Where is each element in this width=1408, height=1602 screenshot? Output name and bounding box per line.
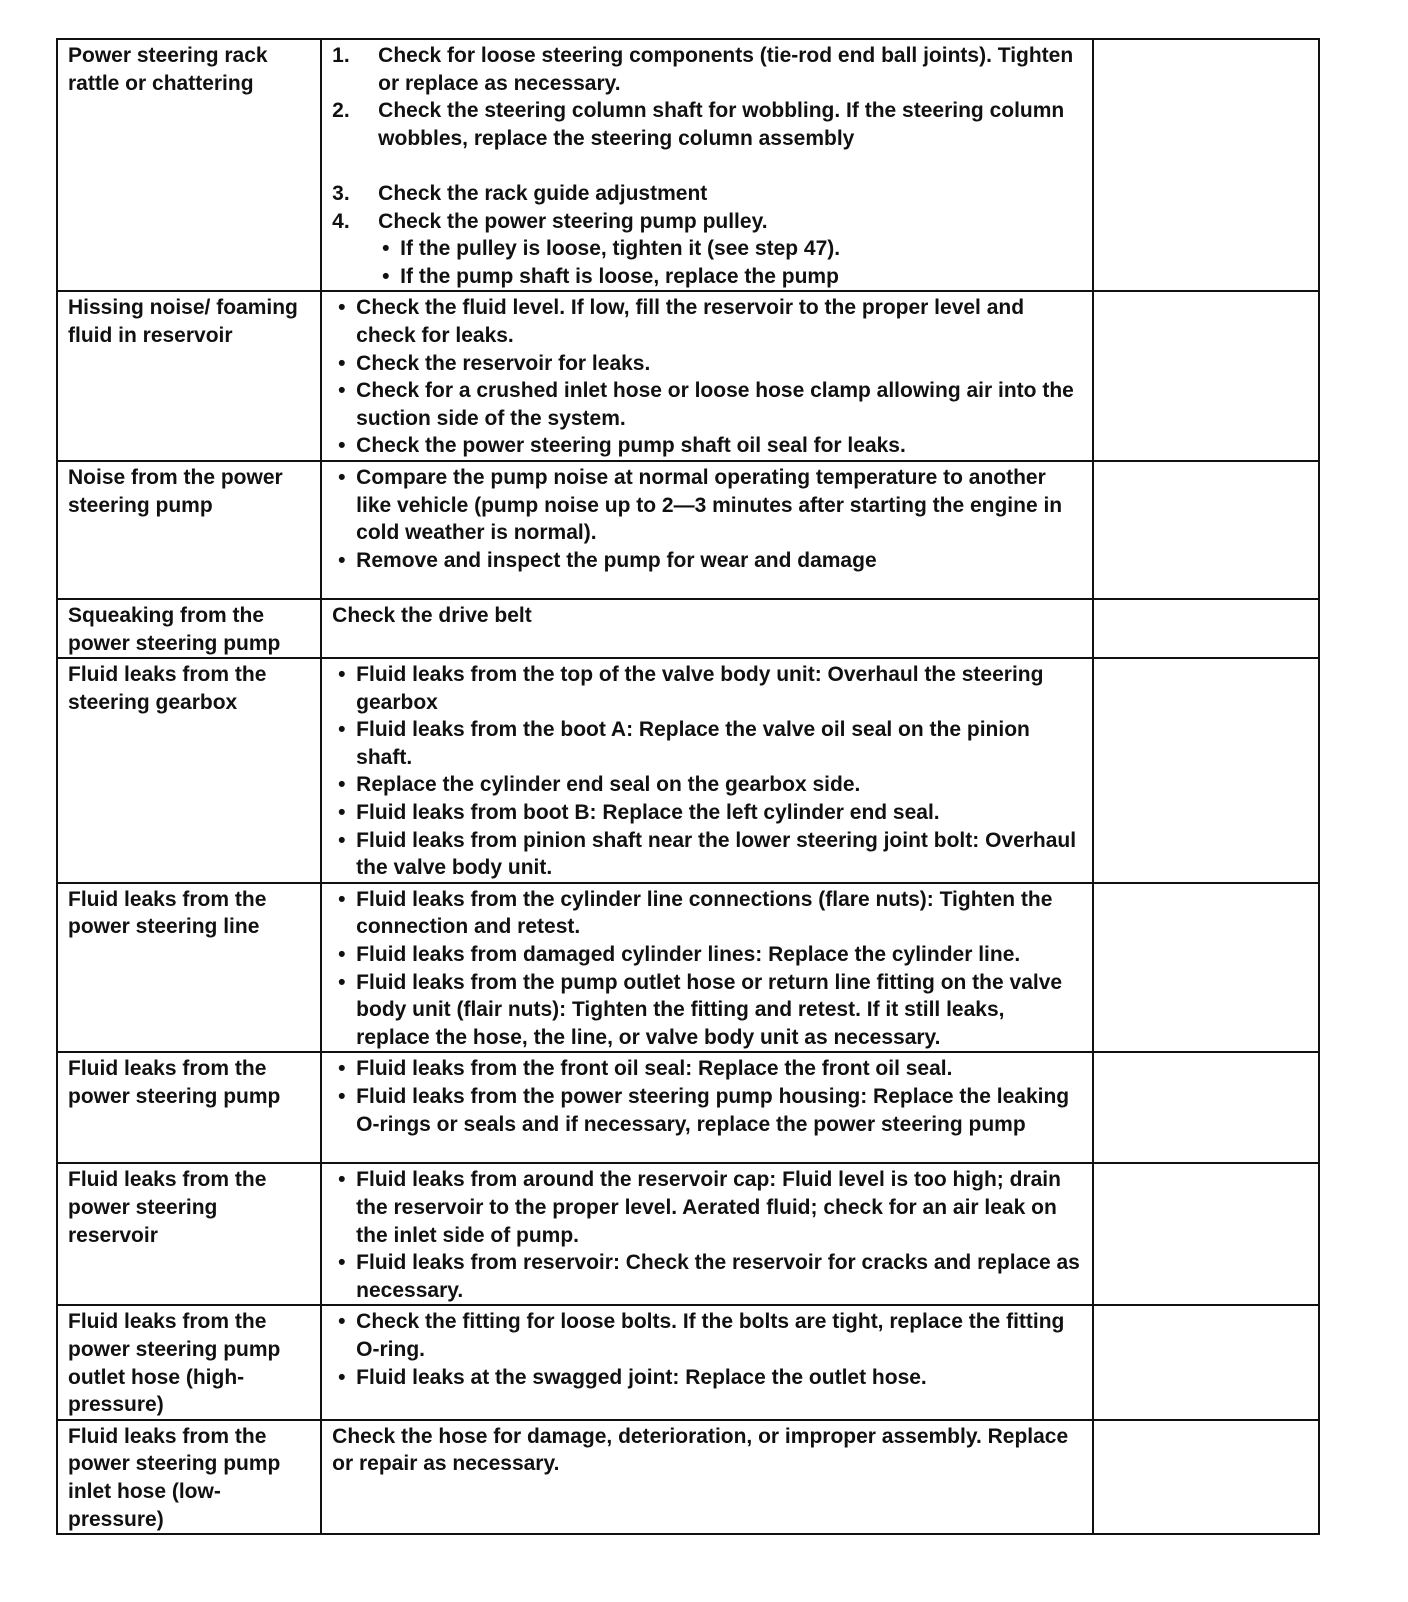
table-row — [57, 461, 1319, 599]
numbered-step — [332, 42, 1082, 97]
list-item: • Fluid leaks from damaged cylinder lines: Replace the cylinder line. — [332, 941, 1082, 969]
remedy-cell — [321, 1305, 1093, 1419]
remedy-text: Check the drive belt — [332, 603, 532, 627]
list-item: • Fluid leaks from the front oil seal: Replace the front oil seal. — [332, 1055, 1082, 1083]
list-item: • Check the fluid level. If low, fill the reservoir to the proper level and check for leaks. — [332, 294, 1082, 349]
step-number: 1. — [332, 44, 350, 67]
notes-cell — [1093, 883, 1319, 1053]
table-row — [57, 599, 1319, 658]
notes-cell — [1093, 658, 1319, 883]
list-item: • Check the reservoir for leaks. — [332, 350, 1082, 378]
bullet-list — [332, 886, 1082, 1052]
remedy-cell — [321, 1052, 1093, 1163]
table-row — [57, 1052, 1319, 1163]
table-row — [57, 1163, 1319, 1305]
symptom-cell — [57, 39, 321, 291]
symptom-cell — [57, 599, 321, 658]
remedy-cell — [321, 39, 1093, 291]
symptom-text: Fluid leaks from the power steering pump — [68, 1057, 281, 1108]
remedy-text: Check the hose for damage, deterioration, or improper assembly. Replace or repair as necessary. — [332, 1424, 1069, 1476]
symptom-cell — [57, 1052, 321, 1163]
numbered-step — [332, 180, 1082, 208]
symptom-text: Fluid leaks from the steering gearbox — [68, 663, 267, 714]
list-item: • Fluid leaks from the power steering pump housing: Replace the leaking O-rings or seals and if necessary, replace the power steering pump — [332, 1083, 1082, 1138]
remedy-cell — [321, 461, 1093, 599]
symptom-text: Squeaking from the power steering pump — [68, 603, 281, 655]
table-row — [57, 883, 1319, 1053]
symptom-cell — [57, 1305, 321, 1419]
numbered-step — [332, 97, 1082, 152]
bullet-list — [332, 1166, 1082, 1304]
step-number: 2. — [332, 99, 350, 123]
list-item: • Fluid leaks from boot B: Replace the left cylinder end seal. — [332, 799, 1082, 827]
notes-cell — [1093, 1163, 1319, 1305]
sub-bullet-list — [332, 235, 1082, 290]
spacer — [332, 152, 1082, 180]
list-item: • Fluid leaks from the cylinder line connections (flare nuts): Tighten the connection and retest. — [332, 886, 1082, 941]
symptom-text: Fluid leaks from the power steering line — [68, 887, 267, 939]
symptom-cell — [57, 461, 321, 599]
list-item: • Check the fitting for loose bolts. If the bolts are tight, replace the fitting O-ring. — [332, 1308, 1082, 1363]
list-item: • If the pump shaft is loose, replace the pump — [378, 263, 1082, 291]
numbered-step — [332, 208, 1082, 236]
remedy-cell — [321, 291, 1093, 461]
bullet-list — [332, 1308, 1082, 1391]
list-item: • Fluid leaks from around the reservoir cap: Fluid level is too high; drain the reservoir to the proper level. Aerated fluid; check for an air leak on the inlet side of pump. — [332, 1166, 1082, 1249]
symptom-text: Fluid leaks from the power steering pump outlet hose (high-pressure) — [68, 1310, 281, 1417]
bullet-list — [332, 464, 1082, 574]
notes-cell — [1093, 1305, 1319, 1419]
remedy-cell — [321, 599, 1093, 658]
list-item: • Check the power steering pump shaft oil seal for leaks. — [332, 432, 1082, 460]
bullet-list — [332, 1055, 1082, 1138]
symptom-cell — [57, 1163, 321, 1305]
symptom-text: Power steering rack rattle or chattering — [68, 44, 268, 95]
table-row — [57, 39, 1319, 291]
notes-cell — [1093, 39, 1319, 291]
notes-cell — [1093, 461, 1319, 599]
list-item: • Compare the pump noise at normal operating temperature to another like vehicle (pump noise up to 2—3 minutes after starting the engine in cold weather is normal). — [332, 464, 1082, 547]
bullet-list — [332, 661, 1082, 882]
list-item: • Check for a crushed inlet hose or loose hose clamp allowing air into the suction side of the system. — [332, 377, 1082, 432]
notes-cell — [1093, 1052, 1319, 1163]
notes-cell — [1093, 599, 1319, 658]
list-item: • If the pulley is loose, tighten it (see step 47). — [378, 235, 1082, 263]
list-item: • Fluid leaks from reservoir: Check the reservoir for cracks and replace as necessary. — [332, 1249, 1082, 1304]
notes-cell — [1093, 291, 1319, 461]
symptom-cell — [57, 883, 321, 1053]
remedy-cell — [321, 658, 1093, 883]
table-row — [57, 658, 1319, 883]
list-item: • Fluid leaks at the swagged joint: Replace the outlet hose. — [332, 1364, 1082, 1392]
symptom-cell — [57, 291, 321, 461]
step-text: Check the steering column shaft for wobbling. If the steering column wobbles, replace the steering column assembly — [378, 99, 1065, 150]
remedy-cell — [321, 1420, 1093, 1534]
step-text: Check the power steering pump pulley. — [378, 209, 768, 233]
list-item: • Fluid leaks from the boot A: Replace the valve oil seal on the pinion shaft. — [332, 716, 1082, 771]
list-item: • Remove and inspect the pump for wear and damage — [332, 547, 1082, 575]
table-row — [57, 1420, 1319, 1534]
table-row — [57, 291, 1319, 461]
symptom-text: Hissing noise/ foaming fluid in reservoir — [68, 296, 298, 347]
list-item: • Replace the cylinder end seal on the gearbox side. — [332, 771, 1082, 799]
list-item: • Fluid leaks from pinion shaft near the lower steering joint bolt: Overhaul the valve body unit. — [332, 827, 1082, 882]
step-text: Check the rack guide adjustment — [378, 181, 708, 205]
list-item: • Fluid leaks from the pump outlet hose or return line fitting on the valve body unit (flair nuts): Tighten the fitting and retest. If it still leaks, replace the hose, the line, or valve body unit as necessary. — [332, 969, 1082, 1052]
troubleshooting-sheet — [56, 38, 1320, 1535]
list-item: • Fluid leaks from the top of the valve body unit: Overhaul the steering gearbox — [332, 661, 1082, 716]
symptom-text: Fluid leaks from the power steering pump inlet hose (low-pressure) — [68, 1424, 281, 1531]
table-row — [57, 1305, 1319, 1419]
symptom-text: Fluid leaks from the power steering reservoir — [68, 1168, 267, 1247]
step-text: Check for loose steering components (tie-rod end ball joints). Tighten or replace as necessary. — [378, 44, 1074, 95]
step-number: 4. — [332, 209, 350, 233]
symptom-cell — [57, 1420, 321, 1534]
troubleshooting-table — [56, 38, 1320, 1535]
symptom-cell — [57, 658, 321, 883]
remedy-cell — [321, 883, 1093, 1053]
symptom-text: Noise from the power steering pump — [68, 465, 283, 517]
step-number: 3. — [332, 181, 350, 205]
notes-cell — [1093, 1420, 1319, 1534]
remedy-cell — [321, 1163, 1093, 1305]
bullet-list — [332, 294, 1082, 460]
